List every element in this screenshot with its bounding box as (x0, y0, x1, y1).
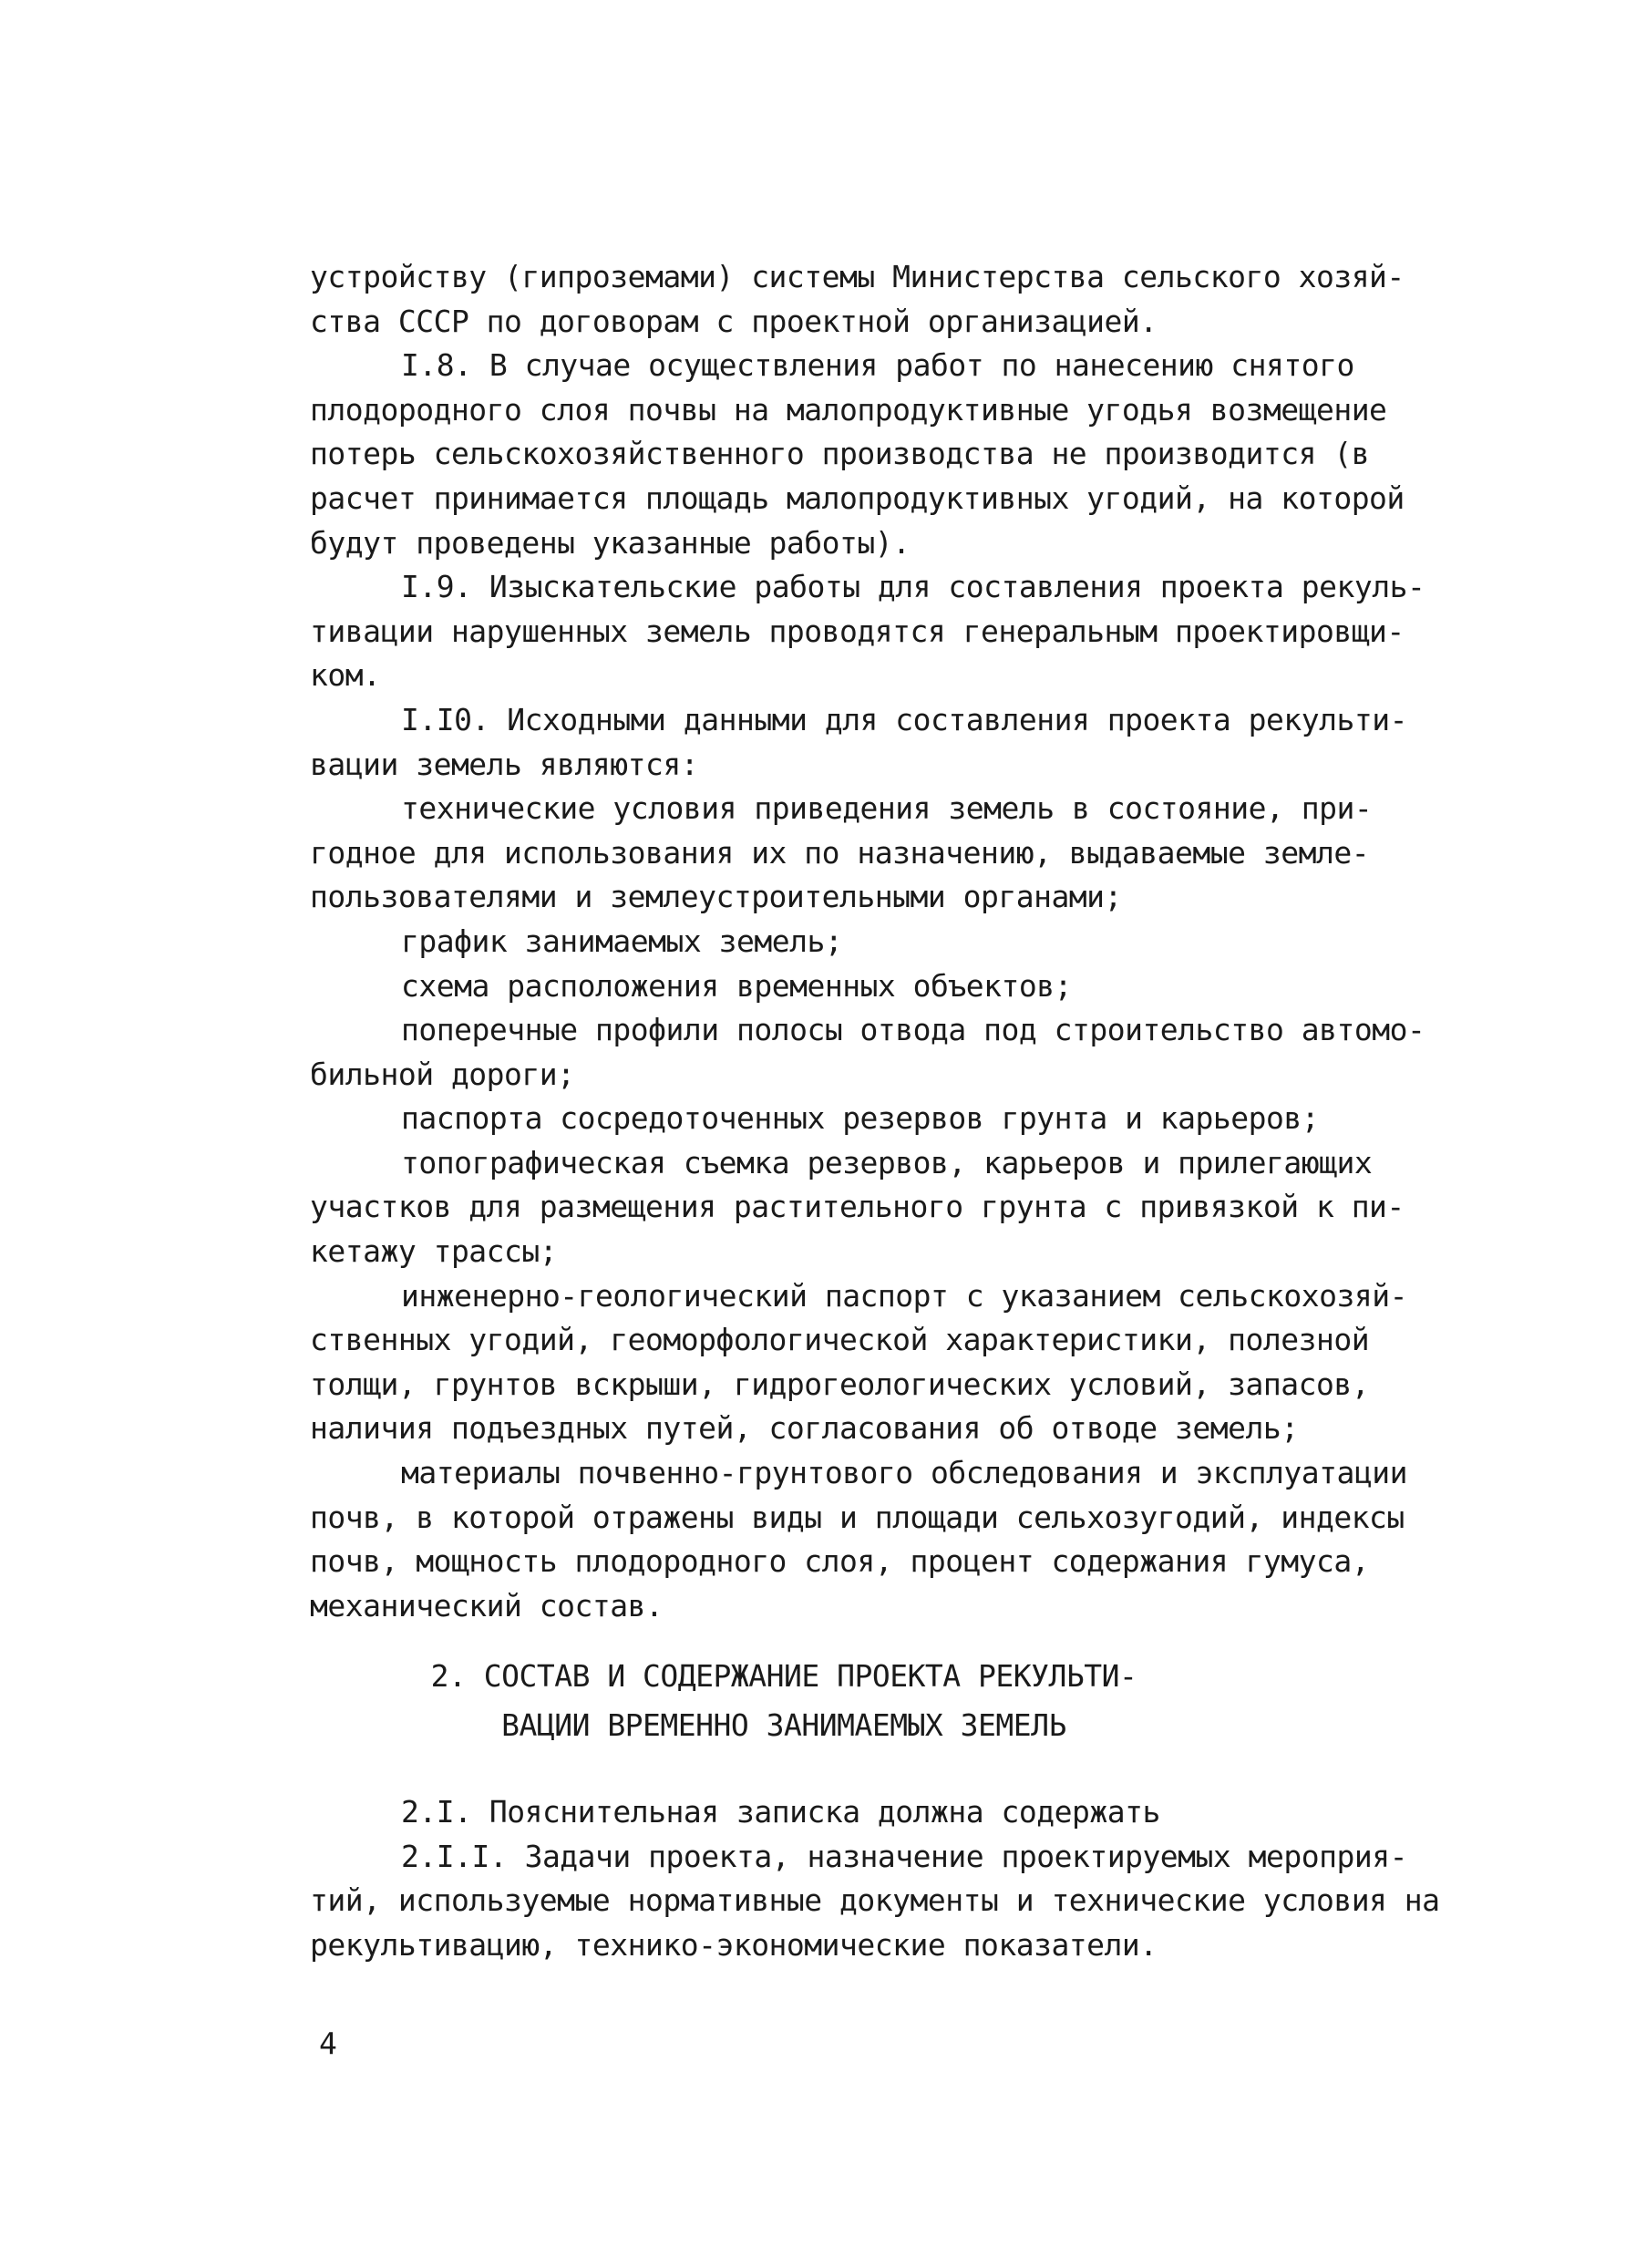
text-line: ком. (310, 657, 381, 694)
text-line: будут проведены указанные работы). (310, 524, 911, 561)
body-text-top (310, 255, 1495, 1628)
text-line: технические условия приведения земель в состояние, при- (401, 790, 1373, 827)
text-line: I.I0. Исходными данными для составления проекта рекульти- (401, 701, 1407, 737)
text-line: I.8. В случае осуществления работ по нанесению снятого (401, 347, 1354, 384)
text-line: наличия подъездных путей, согласования об отводе земель; (310, 1410, 1299, 1447)
text-line: тивации нарушенных земель проводятся генеральным проектировщи- (310, 613, 1405, 649)
text-line: график занимаемых земель; (401, 923, 843, 959)
text-line: потерь сельскохозяйственного производства не производится (в (310, 436, 1370, 472)
body-text-bottom (310, 1790, 1495, 1967)
text-line: почв, в которой отражены виды и площади сельхозугодий, индексы (310, 1499, 1405, 1535)
text-line: поперечные профили полосы отвода под строительство автомо- (401, 1012, 1425, 1048)
text-line: бильной дороги; (310, 1056, 575, 1092)
text-line: плодородного слоя почвы на малопродуктивные угодья возмещение (310, 391, 1387, 428)
section-heading-line-1: 2. СОСТАВ И СОДЕРЖАНИЕ ПРОЕКТА РЕКУЛЬТИ- (430, 1658, 1137, 1694)
text-line: материалы почвенно-грунтового обследования и эксплуатации (401, 1455, 1407, 1491)
text-line: 2.I. Пояснительная записка должна содержать (401, 1794, 1160, 1830)
text-line: вации земель являются: (310, 746, 699, 782)
text-line: механический состав. (310, 1587, 664, 1624)
text-line: 2.I.I. Задачи проекта, назначение проектируемых мероприя- (401, 1838, 1407, 1874)
text-line: устройству (гипроземами) системы Министерства сельского хозяй- (310, 259, 1405, 294)
text-line: I.9. Изыскательские работы для составления проекта рекуль- (401, 569, 1425, 605)
text-line: схема расположения временных объектов; (401, 967, 1072, 1004)
text-line: инженерно-геологический паспорт с указанием сельскохозяй- (401, 1277, 1407, 1314)
text-line: тий, используемые нормативные документы и технические условия на (310, 1882, 1440, 1919)
page-number: 4 (319, 2026, 337, 2061)
text-line: толщи, грунтов вскрыши, гидрогеологических условий, запасов, (310, 1366, 1370, 1402)
text-line: участков для размещения растительного грунта с привязкой к пи- (310, 1189, 1405, 1225)
text-line: пользователями и землеустроительными органами; (310, 879, 1122, 915)
text-line: паспорта сосредоточенных резервов грунта и карьеров; (401, 1100, 1320, 1137)
text-line: ственных угодий, геоморфологической характеристики, полезной (310, 1322, 1370, 1358)
text-line: рекультивацию, технико-экономические показатели. (310, 1926, 1158, 1963)
text-line: почв, мощность плодородного слоя, процент содержания гумуса, (310, 1543, 1370, 1580)
text-line: расчет принимается площадь малопродуктивных угодий, на которой (310, 479, 1405, 516)
text-line: годное для использования их по назначению, выдаваемые земле- (310, 834, 1370, 871)
text-line: кетажу трассы; (310, 1233, 558, 1270)
text-line: ства СССР по договорам с проектной организацией. (310, 303, 1158, 339)
text-line: топографическая съемка резервов, карьеров и прилегающих (401, 1144, 1373, 1180)
section-heading-line-2: ВАЦИИ ВРЕМЕННО ЗАНИМАЕМЫХ ЗЕМЕЛЬ (501, 1707, 1066, 1743)
